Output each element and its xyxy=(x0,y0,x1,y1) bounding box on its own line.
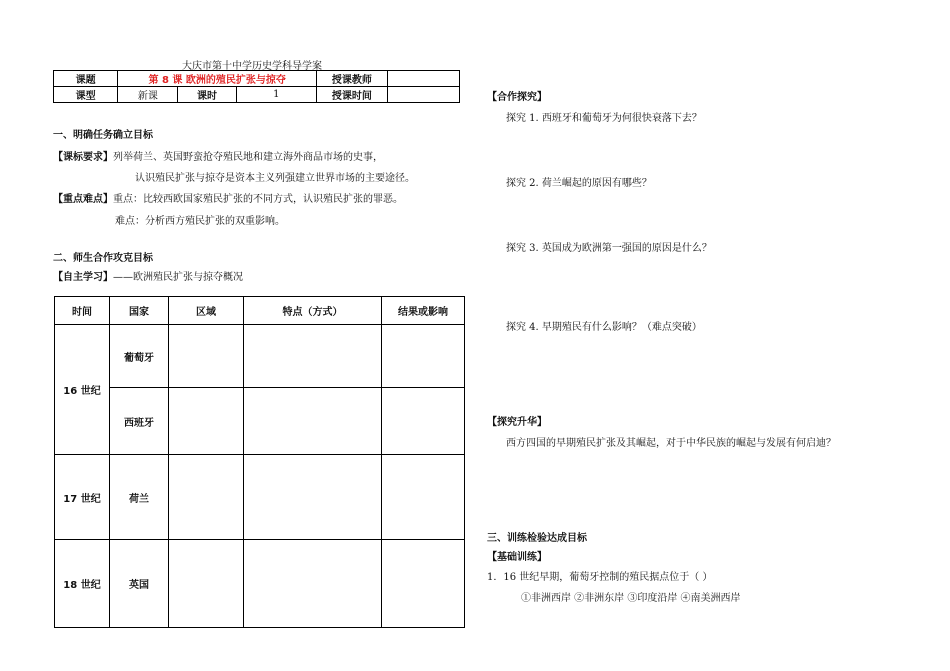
self-study xyxy=(53,268,243,283)
header-results: 结果或影响 xyxy=(382,297,465,325)
inquiry-4: 探究 4. 早期殖民有什么影响？（难点突破） xyxy=(506,322,702,333)
header-country: 国家 xyxy=(110,297,169,325)
table-cell xyxy=(382,388,465,455)
header-time: 时间 xyxy=(55,297,110,325)
table-cell xyxy=(169,455,244,540)
standard-label: 【课标要求】 xyxy=(53,152,113,163)
table-cell xyxy=(382,325,465,388)
section2-title: 二、师生合作攻克目标 xyxy=(53,253,153,264)
table-cell xyxy=(382,540,465,628)
time-label: 授课时间 xyxy=(317,87,387,103)
table-cell xyxy=(382,455,465,540)
table-cell xyxy=(244,388,382,455)
inquiry-1: 探究 1. 西班牙和葡萄牙为何很快衰落下去？ xyxy=(506,113,702,124)
century-16: 16 世纪 xyxy=(55,325,110,455)
type-label: 课型 xyxy=(54,87,118,103)
topic-value: 第 8 课 欧洲的殖民扩张与掠夺 xyxy=(118,71,317,87)
exercise-1: 1．16 世纪早期，葡萄牙控制的殖民据点位于（ ） xyxy=(487,572,713,583)
table-cell xyxy=(244,325,382,388)
country-britain: 英国 xyxy=(110,540,169,628)
inquiry-upgrade-label: 【探究升华】 xyxy=(487,417,547,428)
standard-line2: 认识殖民扩张与掠夺是资本主义列强建立世界市场的主要途径。 xyxy=(135,173,415,184)
standard-line1: 列举荷兰、英国野蛮抢夺殖民地和建立海外商品市场的史事， xyxy=(113,152,383,163)
inquiry-upgrade-text: 西方四国的早期殖民扩张及其崛起，对于中华民族的崛起与发展有何启迪？ xyxy=(506,438,836,449)
topic-label: 课题 xyxy=(54,71,118,87)
inquiry-3: 探究 3. 英国成为欧洲第一强国的原因是什么？ xyxy=(506,243,712,254)
time-value xyxy=(387,87,459,103)
teacher-value xyxy=(387,71,459,87)
self-study-label: 【自主学习】 xyxy=(53,272,113,283)
hours-value: 1 xyxy=(236,87,317,103)
cooperative-inquiry-label: 【合作探究】 xyxy=(487,92,547,103)
table-cell xyxy=(169,540,244,628)
key-point: 重点：比较西欧国家殖民扩张的不同方式，认识殖民扩张的罪恶。 xyxy=(113,194,403,205)
key-label: 【重点难点】 xyxy=(53,194,113,205)
curriculum-standard xyxy=(53,148,383,163)
table-cell xyxy=(169,325,244,388)
key-points xyxy=(53,190,403,205)
table-cell xyxy=(244,540,382,628)
century-18: 18 世纪 xyxy=(55,540,110,628)
table-cell xyxy=(169,388,244,455)
century-17: 17 世纪 xyxy=(55,455,110,540)
country-spain: 西班牙 xyxy=(110,388,169,455)
self-study-text: ——欧洲殖民扩张与掠夺概况 xyxy=(113,272,243,283)
table-cell xyxy=(244,455,382,540)
teacher-label: 授课教师 xyxy=(317,71,387,87)
country-netherlands: 荷兰 xyxy=(110,455,169,540)
colonial-expansion-table xyxy=(54,296,465,628)
header-features: 特点（方式） xyxy=(244,297,382,325)
country-portugal: 葡萄牙 xyxy=(110,325,169,388)
section3-title: 三、训练检验达成目标 xyxy=(487,533,587,544)
hours-label: 课时 xyxy=(178,87,236,103)
difficult-point: 难点：分析西方殖民扩张的双重影响。 xyxy=(115,216,285,227)
exercise-1-options: ①非洲西岸 ②非洲东岸 ③印度沿岸 ④南美洲西岸 xyxy=(521,593,741,604)
basic-training-label: 【基础训练】 xyxy=(487,552,547,563)
type-value: 新课 xyxy=(118,87,178,103)
header-region: 区域 xyxy=(169,297,244,325)
inquiry-2: 探究 2. 荷兰崛起的原因有哪些？ xyxy=(506,178,652,189)
school-title: 大庆市第十中学历史学科导学案 xyxy=(182,61,322,72)
lesson-info-table xyxy=(53,70,460,103)
section1-title: 一、明确任务确立目标 xyxy=(53,130,153,141)
